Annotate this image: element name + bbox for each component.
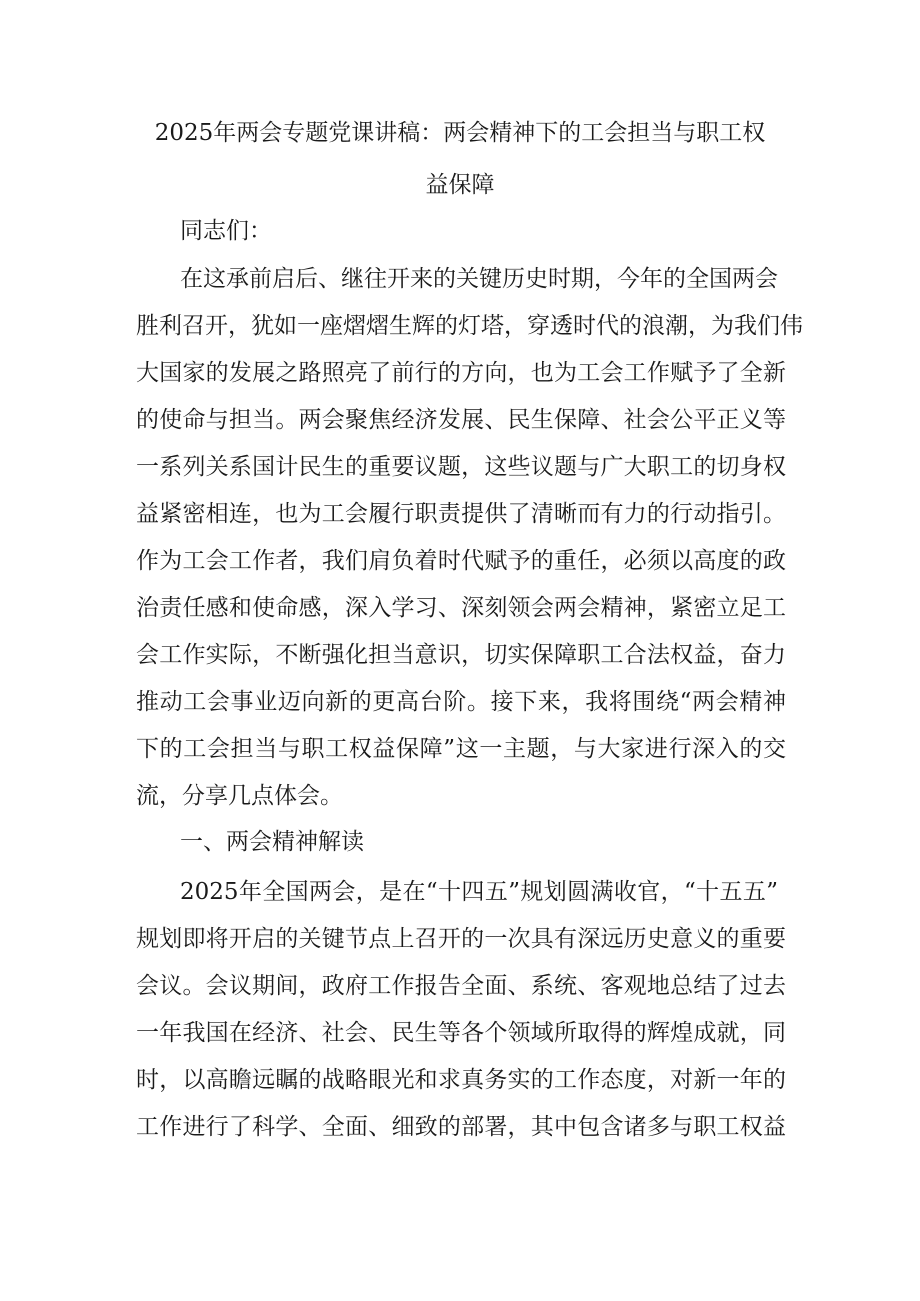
paragraph1-line: 胜利召开，犹如一座熠熠生辉的灯塔，穿透时代的浪潮，为我们伟 xyxy=(136,313,803,339)
paragraph1-line: 一系列关系国计民生的重要议题，这些议题与广大职工的切身权 xyxy=(136,454,786,480)
paragraph2-line: 规划即将开启的关键节点上召开的一次具有深远历史意义的重要 xyxy=(136,926,786,952)
paragraph1-line: 作为工会工作者，我们肩负着时代赋予的重任，必须以高度的政 xyxy=(136,548,786,574)
paragraph1-line: 在这承前启后、继往开来的关键历史时期，今年的全国两会 xyxy=(180,266,778,292)
paragraph2-line: 工作进行了科学、全面、细致的部署，其中包含诸多与职工权益 xyxy=(136,1114,786,1140)
paragraph2-line: 2025年全国两会，是在“十四五”规划圆满收官，“十五五” xyxy=(180,879,778,905)
paragraph1-line: 治责任感和使命感，深入学习、深刻领会两会精神，紧密立足工 xyxy=(136,595,786,621)
document-title-line-2: 益保障 xyxy=(425,172,495,198)
greeting: 同志们： xyxy=(180,218,272,244)
paragraph2-line: 一年我国在经济、社会、民生等各个领域所取得的辉煌成就，同 xyxy=(136,1020,786,1046)
section-heading: 一、两会精神解读 xyxy=(180,829,364,855)
document-title-line-1: 2025年两会专题党课讲稿：两会精神下的工会担当与职工权 xyxy=(154,120,766,146)
paragraph1-line: 的使命与担当。两会聚焦经济发展、民生保障、社会公平正义等 xyxy=(136,407,786,433)
paragraph2-line: 时，以高瞻远瞩的战略眼光和求真务实的工作态度，对新一年的 xyxy=(136,1067,786,1093)
paragraph1-line: 推动工会事业迈向新的更高台阶。接下来，我将围绕“两会精神 xyxy=(136,689,786,715)
paragraph2-line: 会议。会议期间，政府工作报告全面、系统、客观地总结了过去 xyxy=(136,973,786,999)
paragraph1-line: 益紧密相连，也为工会履行职责提供了清晰而有力的行动指引。 xyxy=(136,501,786,527)
paragraph1-line: 会工作实际，不断强化担当意识，切实保障职工合法权益，奋力 xyxy=(136,642,786,668)
paragraph1-line: 流，分享几点体会。 xyxy=(136,783,343,809)
paragraph1-line: 大国家的发展之路照亮了前行的方向，也为工会工作赋予了全新 xyxy=(136,360,786,386)
paragraph1-line: 下的工会担当与职工权益保障”这一主题，与大家进行深入的交 xyxy=(136,736,786,762)
